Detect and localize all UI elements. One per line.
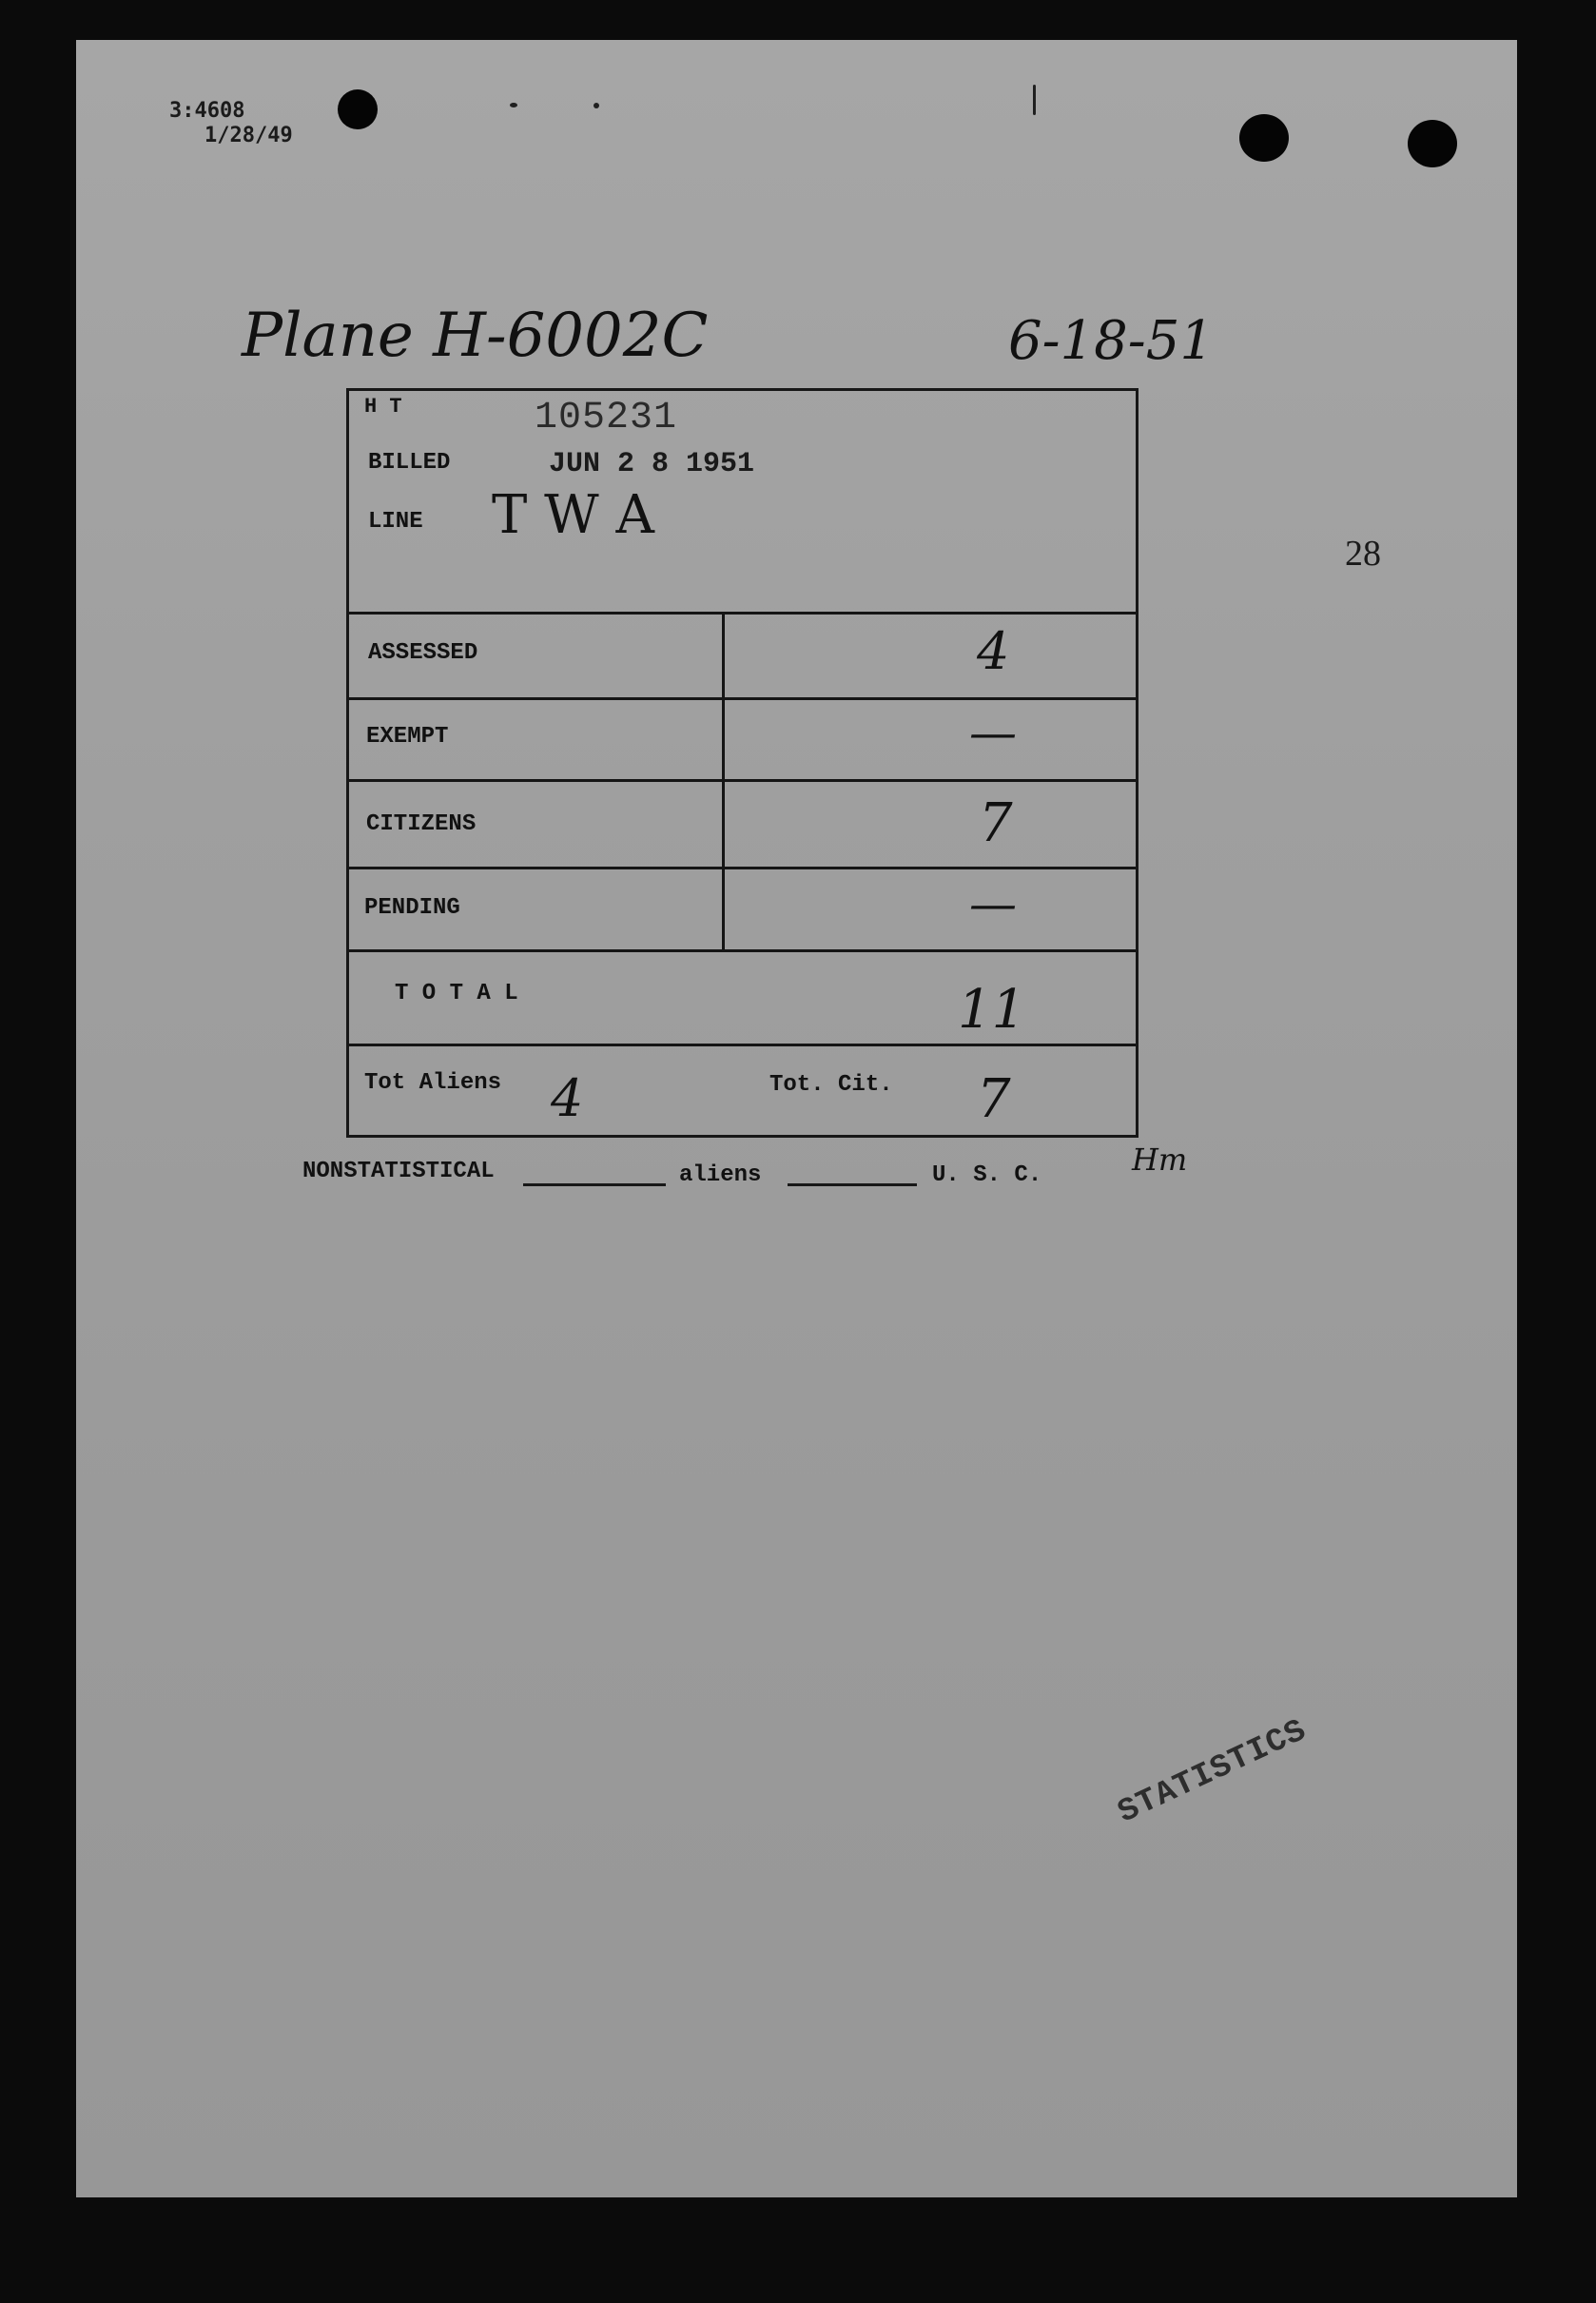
row-value-exempt: —: [969, 705, 1017, 760]
plane-label: Plane H-6002C: [242, 301, 709, 371]
page-number: 28: [1345, 534, 1381, 574]
paper-sheet: [76, 40, 1517, 2197]
speck-2: [594, 103, 599, 108]
tot-aliens-value: 4: [551, 1068, 584, 1128]
form-row-divider-3: [349, 867, 1136, 869]
total-label: T O T A L: [395, 981, 518, 1006]
row-value-pending: —: [969, 876, 1017, 931]
speck-3: [1033, 85, 1036, 115]
aliens-label: aliens: [679, 1162, 762, 1188]
form-row-divider-4: [349, 949, 1136, 952]
aliens-blank: [788, 1183, 917, 1186]
punch-hole-left: [338, 89, 378, 129]
manifest-form: [346, 388, 1139, 1138]
form-divider-top: [349, 612, 1136, 615]
handwritten-date: 6-18-51: [1008, 310, 1214, 372]
punch-hole-center: [1239, 114, 1289, 162]
form-row-divider-5: [349, 1044, 1136, 1046]
initials: Hm: [1132, 1142, 1188, 1178]
corner-mark-line2: 1/28/49: [204, 124, 293, 147]
row-label-pending: PENDING: [364, 895, 460, 921]
row-value-assessed: 4: [977, 621, 1010, 681]
row-label-assessed: ASSESSED: [368, 640, 478, 666]
statistics-stamp: STATISTICS: [1112, 1712, 1314, 1832]
row-value-citizens: 7: [979, 792, 1013, 854]
speck-1: [510, 103, 517, 107]
billed-date: JUN 2 8 1951: [549, 448, 755, 480]
nonstatistical-label: NONSTATISTICAL: [302, 1159, 495, 1184]
billed-label: BILLED: [368, 450, 451, 476]
nonstatistical-blank: [523, 1183, 666, 1186]
usc-label: U. S. C.: [932, 1162, 1042, 1188]
tot-cit-label: Tot. Cit.: [769, 1072, 893, 1098]
corner-mark-line1: 3:4608: [169, 99, 245, 123]
form-row-divider-1: [349, 697, 1136, 700]
tot-aliens-label: Tot Aliens: [364, 1070, 502, 1096]
total-value: 11: [958, 979, 1026, 1041]
ht-label: H T: [364, 395, 402, 419]
row-label-exempt: EXEMPT: [366, 724, 449, 750]
form-number: 105231: [535, 397, 678, 439]
line-value: T W A: [492, 484, 654, 546]
line-label: LINE: [368, 509, 423, 535]
form-row-divider-2: [349, 779, 1136, 782]
row-label-citizens: CITIZENS: [366, 811, 477, 837]
tot-cit-value: 7: [977, 1068, 1011, 1130]
punch-hole-right: [1408, 120, 1457, 167]
